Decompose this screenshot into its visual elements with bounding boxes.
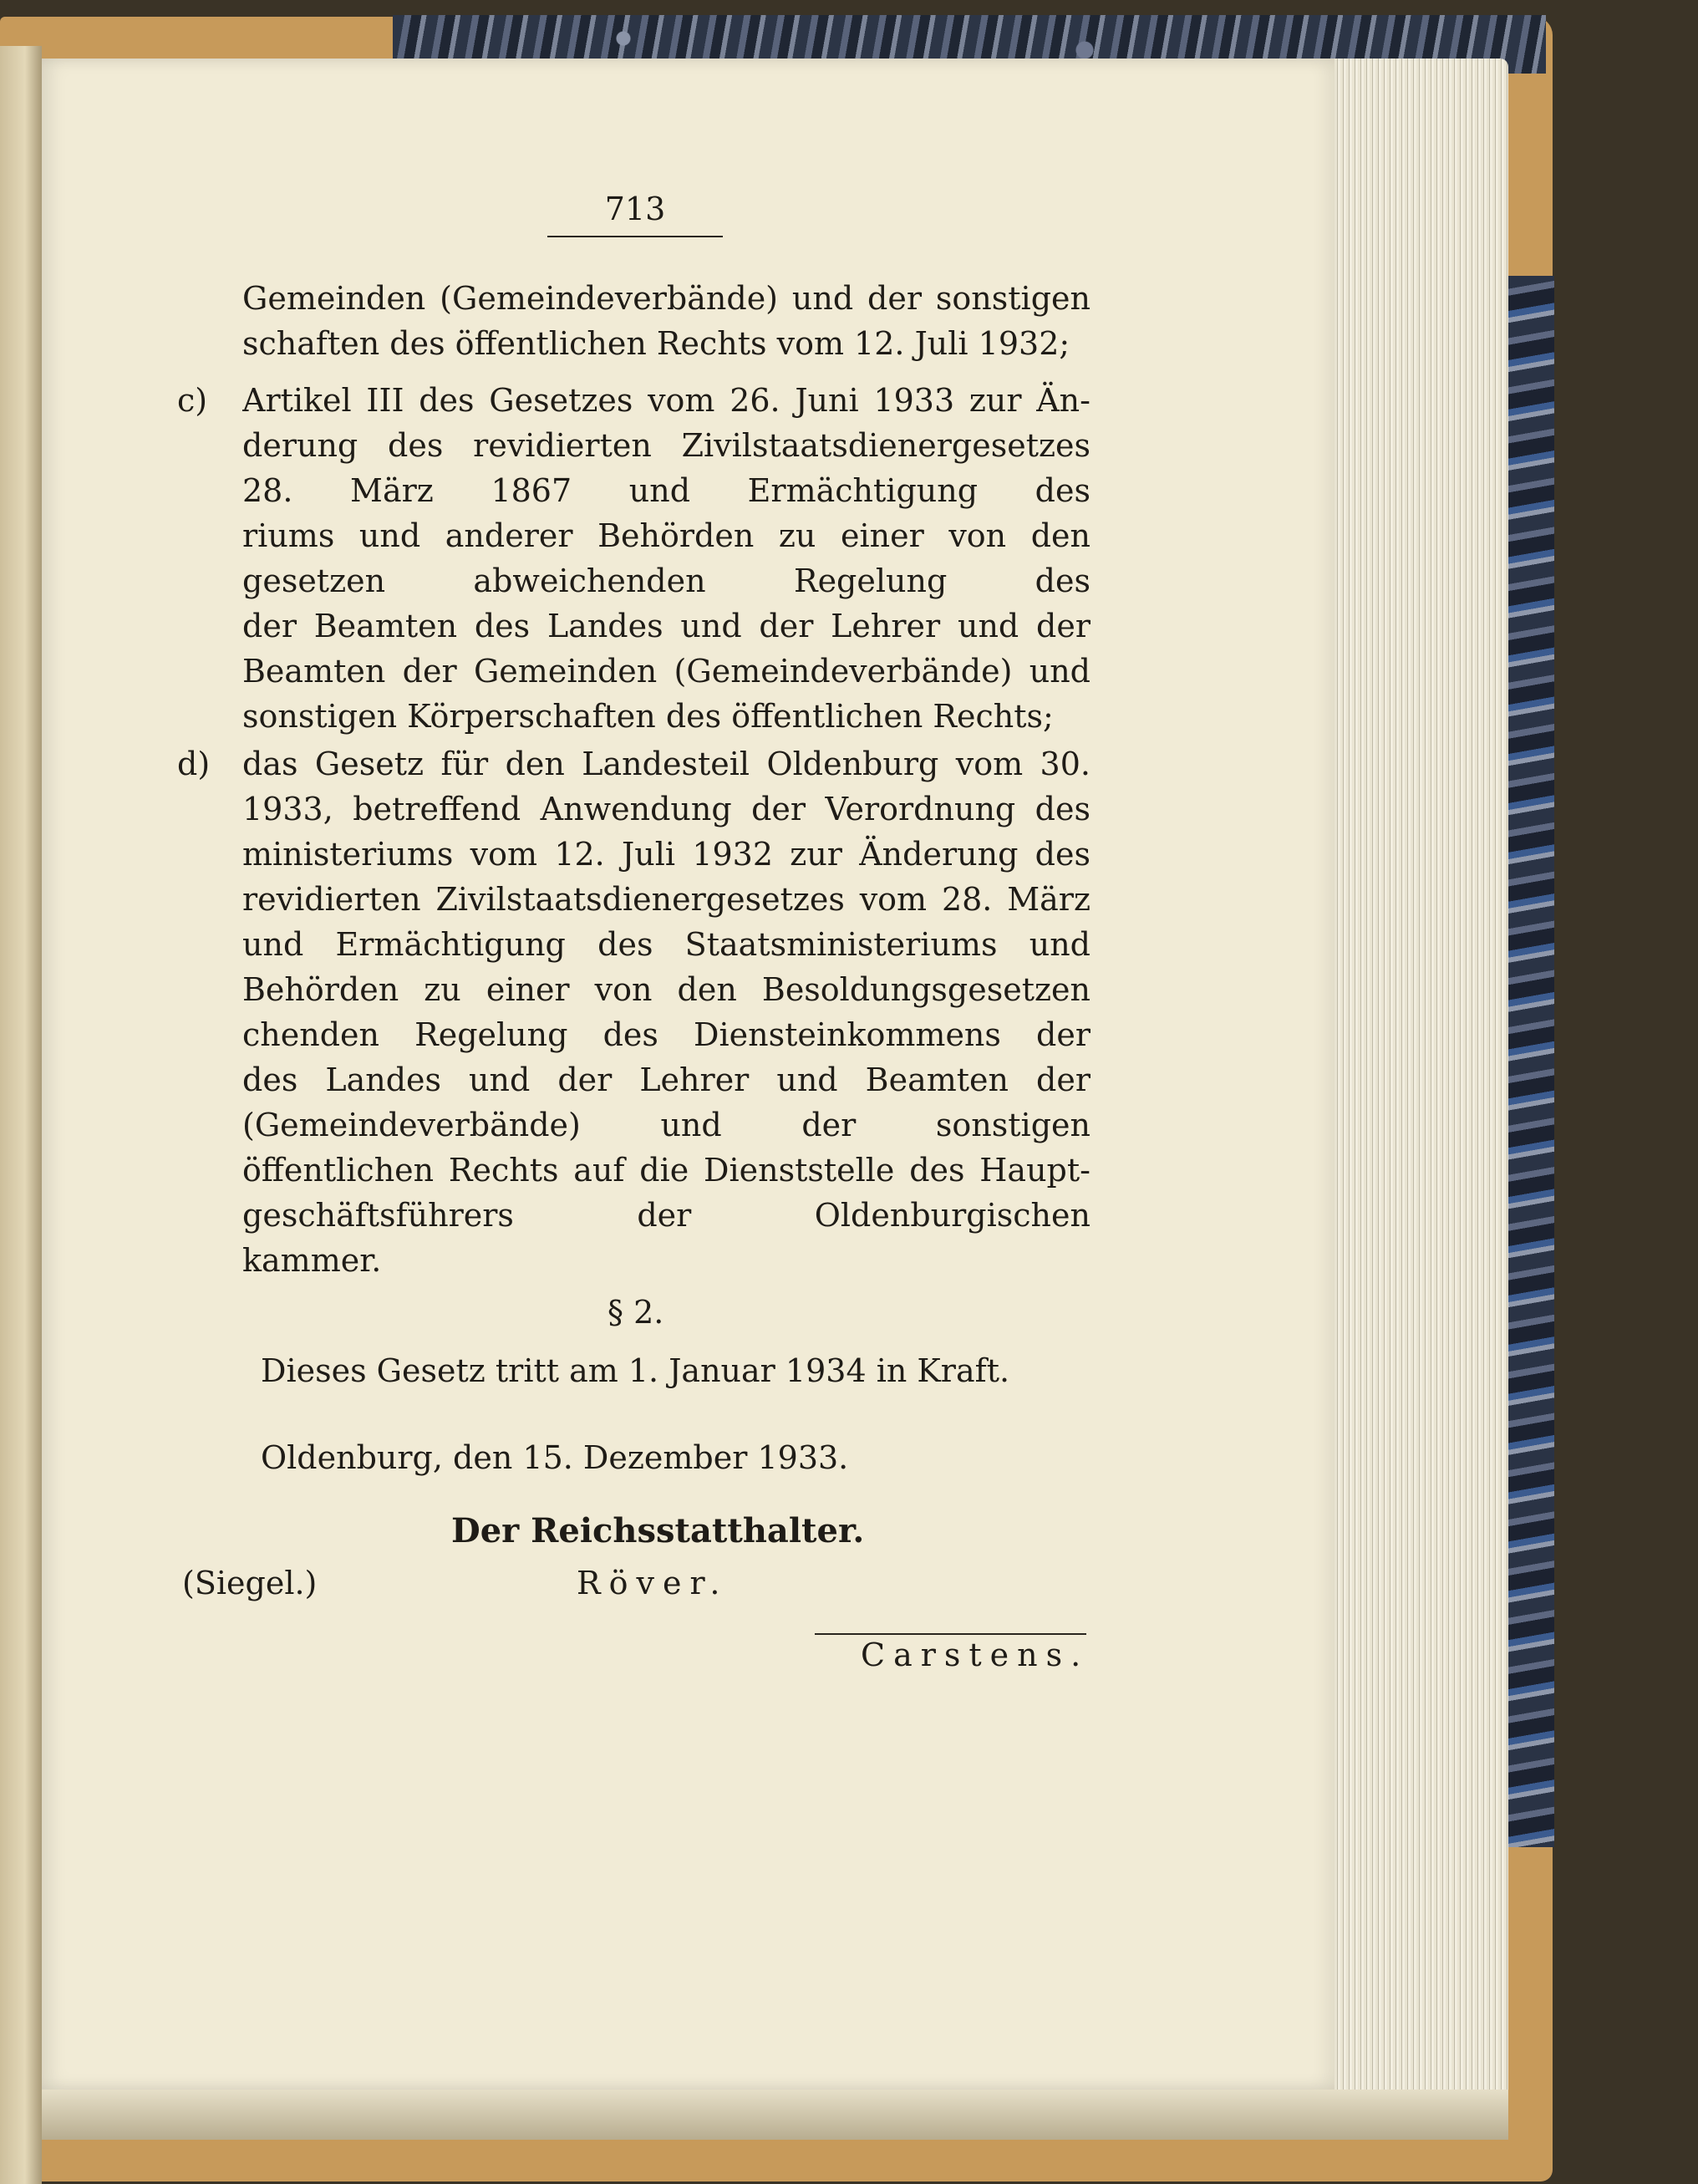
text-line: gesetzen abweichenden Regelung des [242, 563, 1090, 599]
text-line: revidierten Zivilstaatsdienergesetzes vom 28. März [242, 881, 1090, 918]
page-number-rule [547, 236, 723, 237]
text-line: geschäftsführers der Oldenburgischen [242, 1197, 1090, 1234]
text-line: und Ermächtigung des Staatsministeriums und [242, 926, 1090, 963]
signature-rule [815, 1633, 1086, 1635]
place-and-date: Oldenburg, den 15. Dezember 1933. [261, 1439, 849, 1476]
text-line: Artikel III des Gesetzes vom 26. Juni 1933 zur Än- [242, 382, 1090, 419]
text-line: (Gemeindeverbände) und der sonstigen [242, 1107, 1090, 1143]
text-line: 1933, betreffend Anwendung der Verordnung des [242, 791, 1090, 827]
list-marker-d: d) [177, 746, 211, 782]
list-marker-c: c) [177, 382, 208, 419]
page-edges [1329, 59, 1508, 2131]
text-line: derung des revidierten Zivilstaatsdienergesetzes [242, 427, 1090, 464]
section-heading: § 2. [608, 1294, 664, 1331]
page-number: 713 [604, 191, 666, 227]
text-line: schaften des öffentlichen Rechts vom 12. Juli 1932; [242, 325, 1070, 362]
list-item-c [242, 378, 1090, 739]
page-bottom-edge [38, 2090, 1508, 2140]
text-line: sonstigen Körperschaften des öffentlichen Rechts; [242, 698, 1054, 735]
signer-carstens: Carstens. [861, 1637, 1090, 1673]
text-line: öffentlichen Rechts auf die Dienststelle des Haupt- [242, 1152, 1090, 1189]
text-line: des Landes und der Lehrer und Beamten der [242, 1061, 1090, 1098]
seal-note: (Siegel.) [182, 1565, 318, 1601]
signer-roever: Röver. [577, 1565, 729, 1601]
text-line: chenden Regelung des Diensteinkommens der [242, 1016, 1090, 1053]
text-line: Gemeinden (Gemeindeverbände) und der sonstigen [242, 280, 1090, 317]
effective-date-sentence: Dieses Gesetz tritt am 1. Januar 1934 in Kraft. [261, 1352, 1010, 1389]
text-line: der Beamten des Landes und der Lehrer und der [242, 608, 1090, 644]
paragraph-continuation [242, 276, 1090, 366]
text-line: ministeriums vom 12. Juli 1932 zur Änderung des [242, 836, 1090, 873]
text-line: riums und anderer Behörden zu einer von den [242, 517, 1090, 554]
text-line: Beamten der Gemeinden (Gemeindeverbände) und [242, 653, 1090, 690]
list-item-d [242, 741, 1090, 1283]
previous-page-edge [0, 46, 42, 2184]
text-line: 28. März 1867 und Ermächtigung des [242, 472, 1090, 509]
text-line: das Gesetz für den Landesteil Oldenburg vom 30. [242, 746, 1090, 782]
text-line: Behörden zu einer von den Besoldungsgesetzen [242, 971, 1090, 1008]
text-line: kammer. [242, 1242, 382, 1279]
signatory-title: Der Reichsstatthalter. [451, 1511, 865, 1550]
